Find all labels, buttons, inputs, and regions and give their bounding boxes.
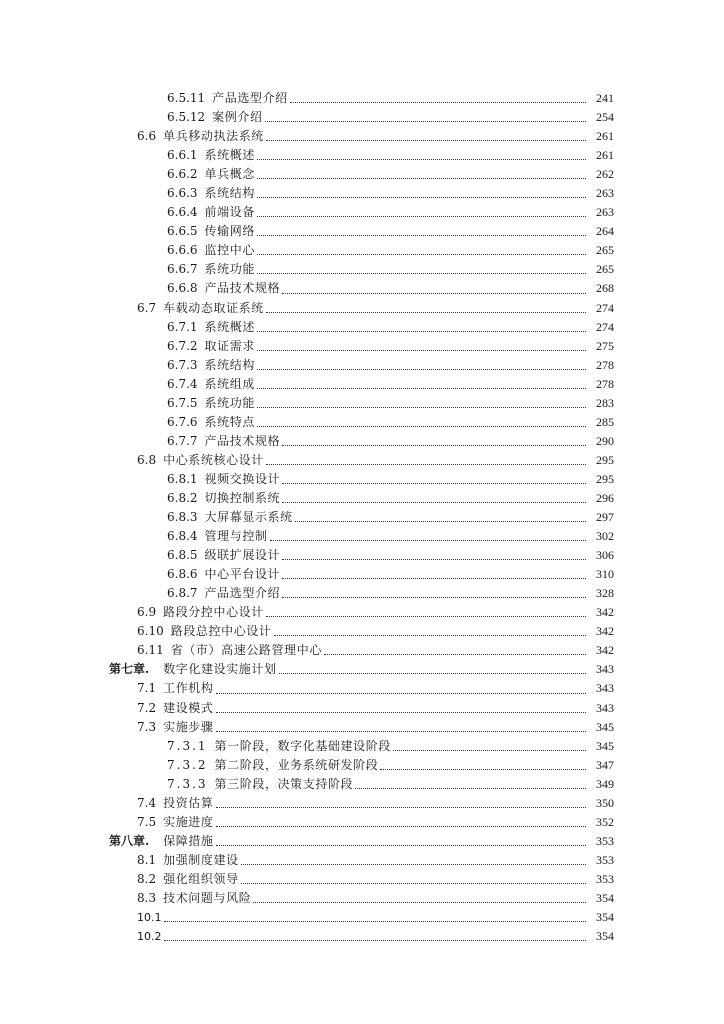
toc-entry-title: 切换控制系统 — [204, 491, 281, 505]
toc-entry-number: 6.7.3 — [167, 357, 198, 372]
toc-entry-title: 单兵概念 — [204, 167, 255, 182]
toc-entry[interactable] — [0, 260, 724, 279]
toc-entry-number: 6.7.7 — [167, 433, 198, 448]
dot-leader — [282, 502, 586, 503]
toc-entry-number: 7.3 — [137, 719, 157, 734]
dot-leader — [216, 807, 587, 808]
toc-entry-page-number: 354 — [596, 910, 614, 925]
toc-entry-page-number: 347 — [596, 757, 614, 772]
toc-entry-page-number: 268 — [596, 281, 614, 296]
toc-entry-title: 系统结构 — [204, 357, 255, 372]
toc-entry[interactable] — [0, 641, 724, 660]
toc-entry[interactable] — [0, 794, 724, 813]
toc-entry[interactable] — [0, 927, 724, 946]
toc-entry-title: 单兵移动执法系统 — [163, 129, 264, 144]
toc-entry-page-number: 343 — [596, 662, 614, 677]
toc-entry-title: 系统功能 — [204, 395, 255, 410]
dot-leader — [216, 693, 587, 694]
toc-entry-number: 6.8 — [137, 452, 157, 467]
toc-entry-number: 7.2 — [137, 700, 157, 715]
toc-entry-page-number: 263 — [596, 186, 614, 201]
toc-entry-title: 前端设备 — [204, 205, 255, 220]
toc-entry-number: 6.6.4 — [167, 205, 198, 220]
dot-leader — [257, 197, 586, 198]
toc-entry[interactable] — [0, 660, 724, 679]
toc-entry-number: 10.2 — [137, 930, 162, 944]
toc-entry[interactable] — [0, 451, 724, 470]
toc-entry-number: 6.5.12 — [167, 110, 206, 125]
toc-entry-number: 6.10 — [137, 624, 164, 639]
toc-entry-number: 6.6 — [137, 129, 157, 144]
toc-entry-title: 系统功能 — [204, 262, 255, 277]
toc-entry[interactable] — [0, 851, 724, 870]
dot-leader — [257, 331, 586, 332]
dot-leader — [266, 616, 586, 617]
toc-entry[interactable] — [0, 889, 724, 908]
toc-entry-title: 传输网络 — [204, 224, 255, 239]
toc-entry[interactable] — [0, 584, 724, 603]
toc-entry-title: 保障措施 — [163, 833, 214, 848]
dot-leader — [274, 635, 586, 636]
toc-entry-number: 6.7.2 — [167, 338, 198, 353]
dot-leader — [257, 178, 586, 179]
toc-entry[interactable] — [0, 165, 724, 184]
toc-entry-page-number: 343 — [596, 700, 614, 715]
toc-entry-page-number: 274 — [596, 300, 614, 315]
toc-entry-title: 技术问题与风险 — [163, 890, 252, 905]
toc-entry-title: 路段分控中心设计 — [163, 605, 264, 620]
toc-entry-page-number: 263 — [596, 205, 614, 220]
toc-entry[interactable] — [0, 279, 724, 298]
toc-entry-page-number: 295 — [596, 471, 614, 486]
dot-leader — [393, 750, 586, 751]
toc-entry-number: 6.6.7 — [167, 262, 198, 277]
dot-leader — [257, 350, 586, 351]
toc-entry-page-number: 261 — [596, 148, 614, 163]
toc-entry-title: 加强制度建设 — [163, 852, 239, 867]
toc-entry[interactable] — [0, 737, 724, 756]
toc-entry-page-number: 302 — [596, 529, 614, 544]
toc-entry-title: 大屏幕显示系统 — [204, 510, 293, 525]
toc-entry[interactable] — [0, 565, 724, 584]
dot-leader — [295, 521, 586, 522]
toc-entry-page-number: 349 — [596, 776, 614, 791]
toc-entry[interactable] — [0, 89, 724, 108]
dot-leader — [241, 883, 586, 884]
toc-entry[interactable] — [0, 432, 724, 451]
toc-entry-page-number: 265 — [596, 262, 614, 277]
toc-entry-number: 6.7 — [137, 300, 157, 315]
toc-entry-page-number: 306 — [596, 548, 614, 563]
toc-entry-number: 6.6.3 — [167, 186, 198, 201]
toc-entry-number: 6.8.6 — [167, 567, 198, 582]
toc-entry-number: 6.6.1 — [167, 148, 198, 163]
toc-entry[interactable] — [0, 775, 724, 794]
toc-entry[interactable] — [0, 546, 724, 565]
dot-leader — [265, 121, 586, 122]
toc-entry-number: 6.6.8 — [167, 281, 198, 296]
dot-leader — [282, 483, 586, 484]
toc-entry[interactable] — [0, 470, 724, 489]
toc-entry-title: 取证需求 — [204, 338, 255, 353]
toc-entry-number: 8.1 — [137, 852, 157, 867]
toc-entry-title: 产品技术规格 — [204, 433, 281, 448]
dot-leader — [282, 597, 586, 598]
dot-leader — [266, 312, 586, 313]
toc-entry-page-number: 328 — [596, 586, 614, 601]
toc-entry-title: 产品技术规格 — [204, 281, 281, 296]
toc-entry[interactable] — [0, 356, 724, 375]
toc-entry-title: 监控中心 — [204, 243, 255, 258]
toc-entry[interactable] — [0, 813, 724, 832]
toc-entry[interactable] — [0, 908, 724, 927]
dot-leader — [270, 540, 586, 541]
toc-entry-page-number: 241 — [596, 91, 614, 106]
toc-entry-title: 级联扩展设计 — [204, 548, 281, 563]
toc-entry-number: 6.8.1 — [167, 471, 198, 486]
toc-entry-page-number: 283 — [596, 395, 614, 410]
toc-entry-page-number: 285 — [596, 414, 614, 429]
toc-entry-page-number: 275 — [596, 338, 614, 353]
toc-entry-title: 路段总控中心设计 — [170, 624, 272, 639]
toc-entry-number: 6.7.6 — [167, 414, 198, 429]
dot-leader — [216, 712, 587, 713]
toc-entry[interactable] — [0, 508, 724, 527]
toc-entry-title: 实施进度 — [163, 814, 214, 829]
toc-entry-page-number: 350 — [596, 795, 614, 810]
toc-entry-number: 7.1 — [137, 681, 157, 696]
toc-entry-number: 7.5 — [137, 814, 157, 829]
toc-entry-title: 强化组织领导 — [163, 871, 239, 886]
toc-entry-title: 产品选型介绍 — [204, 586, 281, 601]
toc-entry-number: 6.8.4 — [167, 529, 198, 544]
dot-leader — [216, 731, 587, 732]
dot-leader — [266, 464, 586, 465]
dot-leader — [279, 673, 586, 674]
toc-entry-page-number: 254 — [596, 110, 614, 125]
toc-entry-title: 第二阶段，业务系统研发阶段 — [214, 757, 379, 772]
dot-leader — [257, 254, 586, 255]
toc-entry-title: 管理与控制 — [204, 529, 268, 544]
toc-entry[interactable] — [0, 622, 724, 641]
dot-leader — [257, 369, 586, 370]
toc-entry[interactable] — [0, 222, 724, 241]
toc-entry[interactable] — [0, 127, 724, 146]
toc-entry-number: 7.3.1 — [167, 738, 208, 753]
dot-leader — [282, 559, 586, 560]
toc-entry-title: 系统概述 — [204, 319, 255, 334]
toc-entry-page-number: 353 — [596, 852, 614, 867]
toc-entry-page-number: 352 — [596, 814, 614, 829]
toc-entry-number: 6.5.11 — [167, 91, 206, 106]
dot-leader — [257, 388, 586, 389]
table-of-contents — [0, 89, 724, 946]
toc-entry[interactable] — [0, 394, 724, 413]
toc-entry-page-number: 345 — [596, 719, 614, 734]
toc-entry-page-number: 296 — [596, 491, 614, 505]
dot-leader — [266, 140, 586, 141]
dot-leader — [257, 407, 586, 408]
toc-entry-page-number: 297 — [596, 510, 614, 525]
toc-entry-number: 6.6.6 — [167, 243, 198, 258]
toc-entry-number: 6.6.5 — [167, 224, 198, 239]
dot-leader — [216, 826, 587, 827]
toc-entry-page-number: 353 — [596, 871, 614, 886]
toc-entry-number: 6.11 — [137, 643, 164, 658]
dot-leader — [257, 216, 586, 217]
toc-entry-page-number: 354 — [596, 929, 614, 944]
toc-entry-number: 7.3.2 — [167, 757, 208, 772]
toc-entry-number: 6.8.2 — [167, 491, 198, 505]
toc-entry[interactable] — [0, 603, 724, 622]
toc-entry-page-number: 310 — [596, 567, 614, 582]
toc-entry[interactable] — [0, 241, 724, 260]
toc-entry-title: 第一阶段，数字化基础建设阶段 — [214, 738, 391, 753]
toc-entry[interactable] — [0, 318, 724, 337]
dot-leader — [355, 788, 586, 789]
toc-entry-page-number: 278 — [596, 376, 614, 391]
dot-leader — [290, 102, 586, 103]
dot-leader — [241, 864, 586, 865]
toc-entry-page-number: 264 — [596, 224, 614, 239]
toc-entry-number: 第八章. — [109, 833, 150, 848]
toc-entry-title: 实施步骤 — [163, 719, 214, 734]
toc-entry[interactable] — [0, 184, 724, 203]
toc-entry-page-number: 261 — [596, 129, 614, 144]
dot-leader — [164, 940, 587, 941]
toc-entry-page-number: 295 — [596, 452, 614, 467]
toc-entry[interactable] — [0, 337, 724, 356]
toc-entry-title: 中心系统核心设计 — [163, 452, 264, 467]
toc-entry[interactable] — [0, 108, 724, 127]
toc-entry-number: 7.4 — [137, 795, 157, 810]
toc-entry[interactable] — [0, 375, 724, 394]
toc-entry-number: 6.9 — [137, 605, 157, 620]
toc-entry-title: 车载动态取证系统 — [163, 300, 264, 315]
dot-leader — [257, 159, 586, 160]
toc-entry-page-number: 262 — [596, 167, 614, 182]
toc-entry-title: 视频交换设计 — [204, 471, 281, 486]
toc-entry-title: 案例介绍 — [212, 110, 263, 125]
toc-entry-title: 系统特点 — [204, 414, 255, 429]
toc-entry-page-number: 353 — [596, 833, 614, 848]
toc-entry-number: 6.7.5 — [167, 395, 198, 410]
dot-leader — [253, 902, 586, 903]
toc-entry-page-number: 265 — [596, 243, 614, 258]
dot-leader — [257, 273, 586, 274]
toc-entry-title: 工作机构 — [163, 681, 214, 696]
toc-entry-number: 7.3.3 — [167, 776, 208, 791]
toc-entry-number: 8.2 — [137, 871, 157, 886]
toc-entry-title: 系统组成 — [204, 376, 255, 391]
toc-entry-page-number: 343 — [596, 681, 614, 696]
toc-entry-title: 系统概述 — [204, 148, 255, 163]
toc-entry-page-number: 354 — [596, 890, 614, 905]
toc-entry-page-number: 345 — [596, 738, 614, 753]
toc-entry-title: 投资估算 — [163, 795, 214, 810]
toc-entry[interactable] — [0, 699, 724, 718]
toc-entry-title: 省（市）高速公路管理中心 — [170, 643, 322, 658]
toc-entry-title: 第三阶段，决策支持阶段 — [214, 776, 354, 791]
dot-leader — [216, 845, 586, 846]
toc-entry[interactable] — [0, 870, 724, 889]
dot-leader — [324, 654, 586, 655]
toc-entry-title: 系统结构 — [204, 186, 255, 201]
toc-entry-title: 产品选型介绍 — [212, 91, 288, 106]
toc-entry-page-number: 342 — [596, 624, 614, 639]
toc-entry[interactable] — [0, 527, 724, 546]
toc-entry-title: 建设模式 — [163, 700, 214, 715]
toc-entry[interactable] — [0, 756, 724, 775]
toc-entry[interactable] — [0, 203, 724, 222]
toc-entry[interactable] — [0, 299, 724, 318]
toc-entry[interactable] — [0, 413, 724, 432]
toc-entry-number: 6.7.1 — [167, 319, 198, 334]
toc-entry-number: 6.6.2 — [167, 167, 198, 182]
dot-leader — [282, 293, 586, 294]
toc-entry-number: 第七章. — [109, 662, 150, 677]
dot-leader — [282, 578, 586, 579]
toc-entry-number: 6.8.7 — [167, 586, 198, 601]
toc-entry-page-number: 342 — [596, 605, 614, 620]
toc-entry-number: 6.7.4 — [167, 376, 198, 391]
dot-leader — [164, 921, 587, 922]
toc-entry-title: 数字化建设实施计划 — [163, 662, 277, 677]
dot-leader — [257, 235, 586, 236]
toc-entry[interactable] — [0, 146, 724, 165]
toc-entry-number: 10.1 — [137, 911, 162, 925]
toc-entry-page-number: 342 — [596, 643, 614, 658]
toc-entry-number: 8.3 — [137, 890, 157, 905]
dot-leader — [257, 426, 586, 427]
toc-entry-page-number: 274 — [596, 319, 614, 334]
toc-entry-page-number: 290 — [596, 433, 614, 448]
toc-entry-title: 中心平台设计 — [204, 567, 281, 582]
toc-entry[interactable] — [0, 679, 724, 698]
toc-entry[interactable] — [0, 718, 724, 737]
toc-entry[interactable] — [0, 832, 724, 851]
dot-leader — [380, 769, 586, 770]
toc-entry[interactable] — [0, 489, 724, 508]
toc-entry-page-number: 278 — [596, 357, 614, 372]
toc-entry-number: 6.8.5 — [167, 548, 198, 563]
toc-entry-number: 6.8.3 — [167, 510, 198, 525]
dot-leader — [282, 445, 586, 446]
